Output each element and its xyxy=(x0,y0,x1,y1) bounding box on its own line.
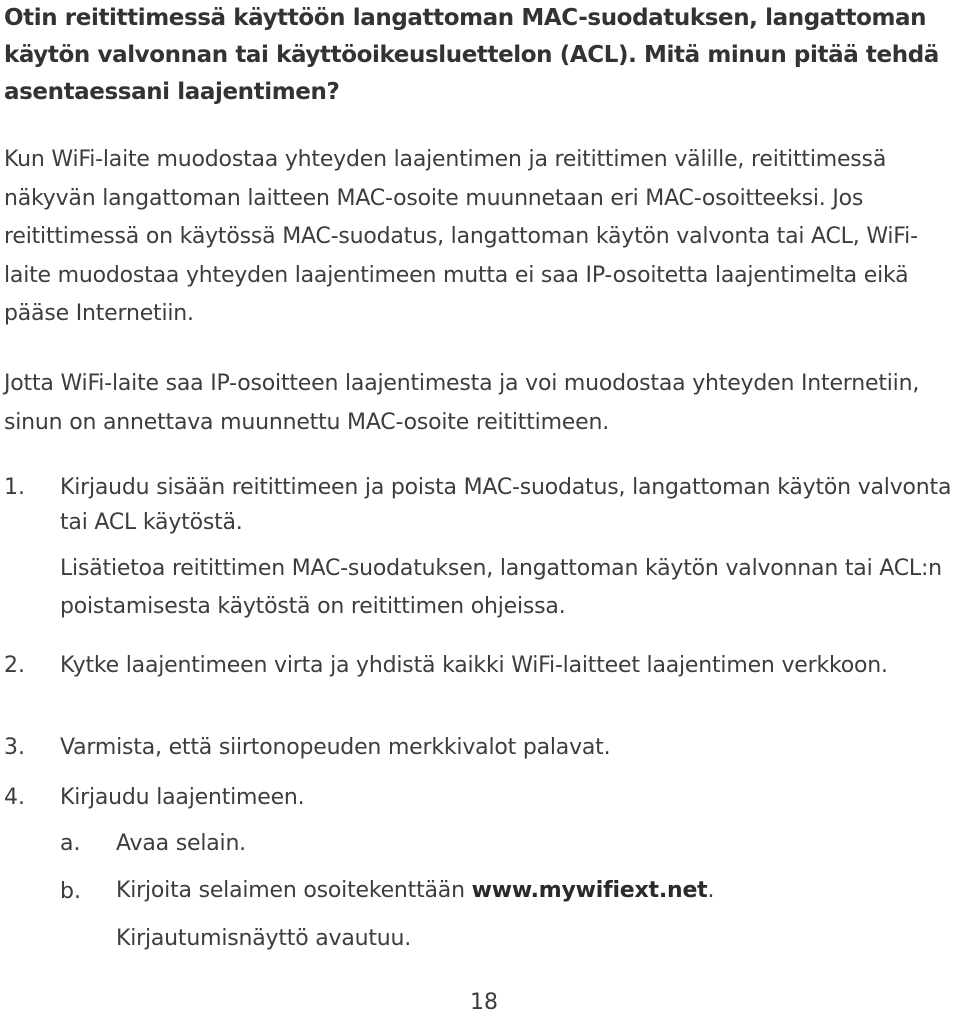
substep-text-after: . xyxy=(707,878,715,903)
question-heading: Otin reitittimessä käyttöön langattoman MAC-suodatuksen, langattoman käytön valvonnan tai käyttöoikeusluettelon (ACL). Mitä minun pitää tehdä asentaessani laajentimen? xyxy=(4,5,939,105)
substep-text xyxy=(116,867,956,963)
substep-letter: b. xyxy=(60,879,81,904)
extender-url: www.mywifiext.net xyxy=(471,878,708,903)
substep-text: Avaa selain. xyxy=(116,831,246,856)
substep-text-line2: Kirjautumisnäyttö avautuu. xyxy=(116,926,412,951)
page-number: 18 xyxy=(470,990,498,1015)
substep-letter: a. xyxy=(60,831,81,856)
step-number: 3. xyxy=(4,735,25,760)
step-number: 4. xyxy=(4,785,25,810)
step-1-note: Lisätietoa reitittimen MAC-suodatuksen, langattoman käytön valvonnan tai ACL:n poistamisesta käytöstä on reitittimen ohjeissa. xyxy=(60,556,942,619)
step-number: 2. xyxy=(4,653,25,678)
step-text: Kytke laajentimeen virta ja yhdistä kaikki WiFi-laitteet laajentimen verkkoon. xyxy=(60,653,888,678)
step-text: Kirjaudu laajentimeen. xyxy=(60,785,305,810)
step-text: Varmista, että siirtonopeuden merkkivalot palavat. xyxy=(60,735,611,760)
step-text: Kirjaudu sisään reitittimeen ja poista MAC-suodatus, langattoman käytön valvonta tai ACL käytöstä. xyxy=(60,475,952,535)
instruction-paragraph: Jotta WiFi-laite saa IP-osoitteen laajentimesta ja voi muodostaa yhteyden Internetiin, sinun on annettava muunnettu MAC-osoite reitittimeen. xyxy=(4,371,920,435)
step-number: 1. xyxy=(4,475,25,500)
intro-paragraph: Kun WiFi-laite muodostaa yhteyden laajentimen ja reitittimen välille, reitittimessä näkyvän langattoman laitteen MAC-osoite muunnetaan eri MAC-osoitteeksi. Jos reitittimessä on käytössä MAC-suodatus, langattoman käytön valvonta tai ACL, WiFi-laite muodostaa yhteyden laajentimeen mutta ei saa IP-osoitetta laajentimelta eikä pääse Internetiin. xyxy=(4,147,918,326)
substep-text-before: Kirjoita selaimen osoitekenttään xyxy=(116,878,472,903)
